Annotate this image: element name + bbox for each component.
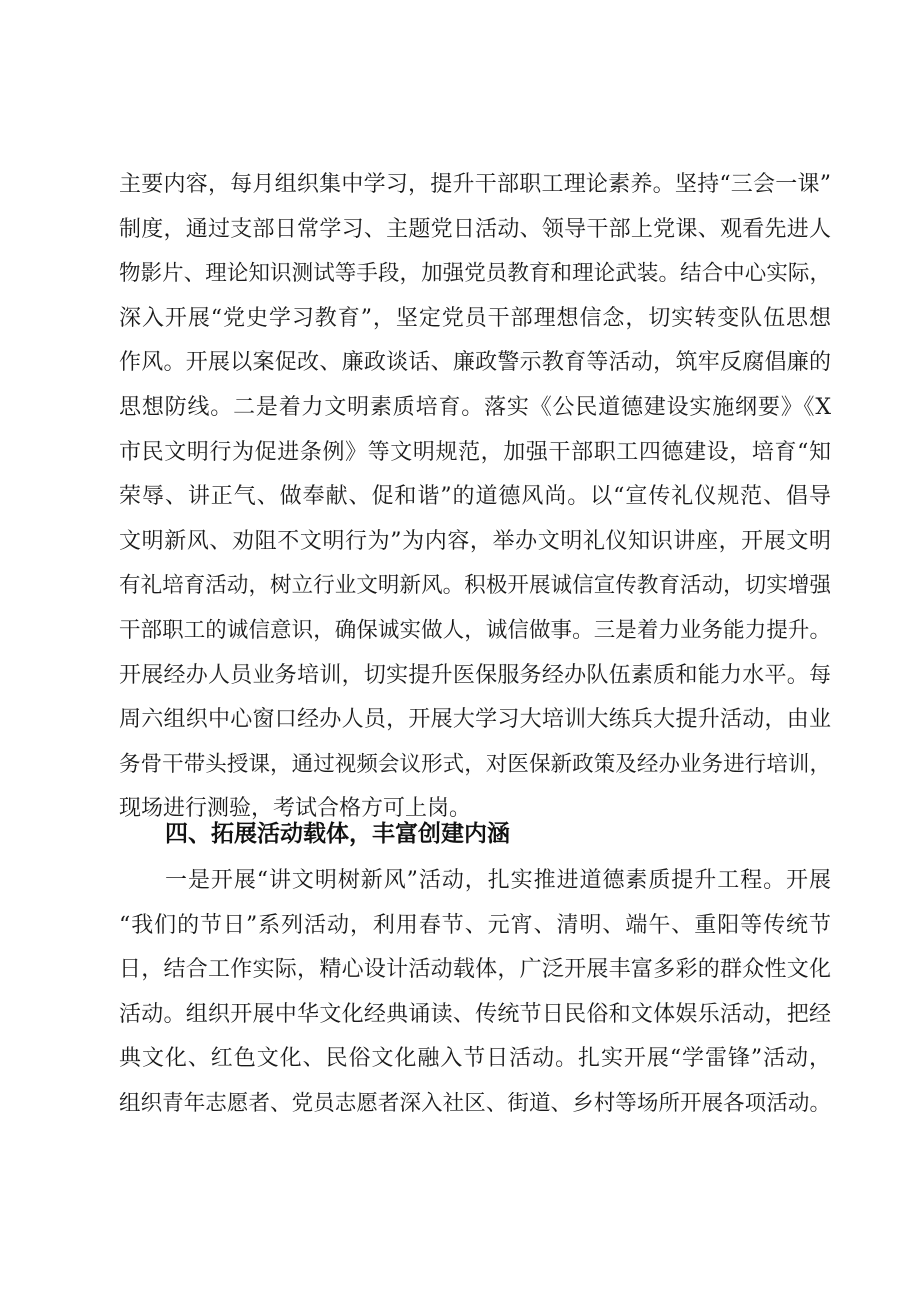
text-line: 主要内容，每月组织集中学习，提升干部职工理论素养。坚持“三会一课” — [119, 172, 831, 197]
text-line: 思想防线。二是着力文明素质培育。落实《公民道德建设实施纲要》《X — [119, 395, 831, 420]
text-line: 作风。开展以案促改、廉政谈话、廉政警示教育等活动，筑牢反腐倡廉的 — [119, 350, 831, 375]
text-line: 深入开展“党史学习教育”，坚定党员干部理想信念，切实转变队伍思想 — [119, 306, 831, 331]
text-line: 周六组织中心窗口经办人员，开展大学习大培训大练兵大提升活动，由业 — [119, 707, 831, 732]
text-line: 日，结合工作实际，精心设计活动载体，广泛开展丰富多彩的群众性文化 — [119, 957, 831, 982]
text-line: 物影片、理论知识测试等手段，加强党员教育和理论武装。结合中心实际， — [119, 261, 831, 286]
text-line: 开展经办人员业务培训，切实提升医保服务经办队伍素质和能力水平。每 — [119, 663, 831, 688]
text-line: 荣辱、讲正气、做奉献、促和谐”的道德风尚。以“宣传礼仪规范、倡导 — [119, 484, 831, 509]
text-line: “我们的节日”系列活动，利用春节、元宵、清明、端午、重阳等传统节 — [119, 913, 831, 938]
text-line: 典文化、红色文化、民俗文化融入节日活动。扎实开展“学雷锋”活动， — [119, 1046, 831, 1071]
text-line: 有礼培育活动，树立行业文明新风。积极开展诚信宣传教育活动，切实增强 — [119, 573, 831, 598]
text-line: 制度，通过支部日常学习、主题党日活动、领导干部上党课、观看先进人 — [119, 217, 831, 242]
text-line: 干部职工的诚信意识，确保诚实做人，诚信做事。三是着力业务能力提升。 — [119, 618, 831, 643]
text-line: 市民文明行为促进条例》等文明规范，加强干部职工四德建设，培育“知 — [119, 440, 831, 465]
text-line-last: 现场进行测验，考试合格方可上岗。 — [119, 796, 472, 821]
text-line-first: 一是开展“讲文明树新风”活动，扎实推进道德素质提升工程。开展 — [165, 868, 831, 893]
section-four-heading: 四、拓展活动载体，丰富创建内涵 — [165, 821, 510, 847]
text-line: 活动。组织开展中华文化经典诵读、传统节日民俗和文体娱乐活动，把经 — [119, 1002, 831, 1027]
text-line: 组织青年志愿者、党员志愿者深入社区、街道、乡村等场所开展各项活动。 — [119, 1091, 831, 1116]
text-line: 务骨干带头授课，通过视频会议形式，对医保新政策及经办业务进行培训， — [119, 752, 831, 777]
text-line: 文明新风、劝阻不文明行为”为内容，举办文明礼仪知识讲座，开展文明 — [119, 529, 831, 554]
